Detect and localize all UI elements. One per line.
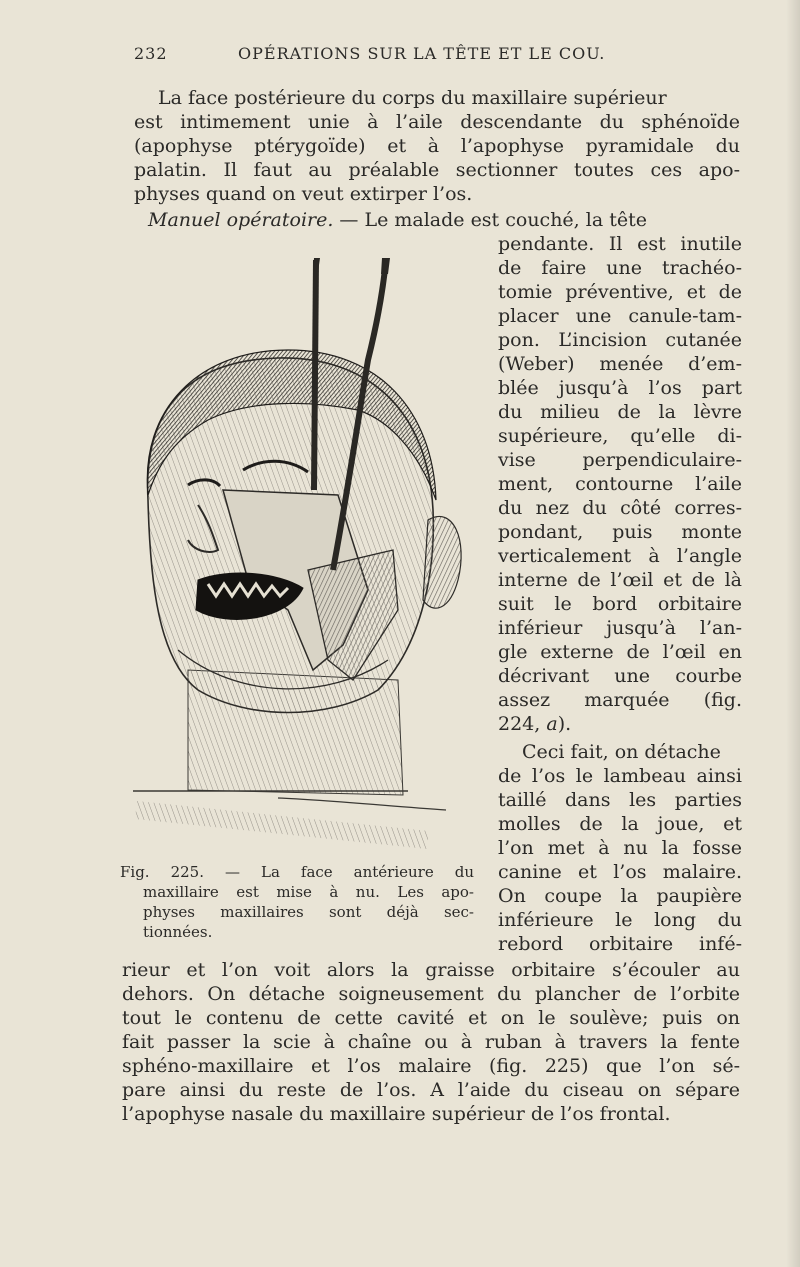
- text-line: sphéno-maxillaire et l’os malaire (fig. 225) que l’on sé-: [122, 1055, 740, 1077]
- figure-caption-line: Fig. 225. — La face antérieure du: [120, 863, 474, 881]
- page-header: [134, 44, 740, 70]
- text-line: fait passer la scie à chaîne ou à ruban à travers la fente: [122, 1031, 740, 1053]
- figure-225: [128, 250, 478, 855]
- column-line: pondant, puis monte: [498, 521, 742, 543]
- text-line: rieur et l’on voit alors la graisse orbitaire s’écouler au: [122, 959, 740, 981]
- column-line: molles de la joue, et: [498, 813, 742, 835]
- text-line: [148, 208, 647, 232]
- column-line: suit le bord orbitaire: [498, 593, 742, 615]
- text-line: physes quand on veut extirper l’os.: [134, 183, 473, 205]
- column-line: pon. L’incision cutanée: [498, 329, 742, 351]
- text-line: l’apophyse nasale du maxillaire supérieur de l’os frontal.: [122, 1103, 671, 1125]
- column-line: tomie préventive, et de: [498, 281, 742, 303]
- figure-reference-letter: a: [546, 713, 558, 735]
- column-line: canine et l’os malaire.: [498, 861, 742, 883]
- figure-caption-line: physes maxillaires sont déjà sec-: [143, 903, 474, 921]
- column-line: du nez du côté corres-: [498, 497, 742, 519]
- column-line: de faire une trachéo-: [498, 257, 742, 279]
- column-line: l’on met à nu la fosse: [498, 837, 742, 859]
- column-line: vise perpendiculaire-: [498, 449, 742, 471]
- column-line: blée jusqu’à l’os part: [498, 377, 742, 399]
- text-line: pare ainsi du reste de l’os. A l’aide du ciseau on sépare: [122, 1079, 740, 1101]
- column-line: assez marquée (fig.: [498, 689, 742, 711]
- text-line: palatin. Il faut au préalable sectionner toutes ces apo-: [134, 159, 740, 181]
- column-line: inférieur jusqu’à l’an-: [498, 617, 742, 639]
- column-line: rebord orbitaire infé-: [498, 933, 742, 955]
- column-line: verticalement à l’angle: [498, 545, 742, 567]
- column-line: gle externe de l’œil en: [498, 641, 742, 663]
- column-line: interne de l’œil et de là: [498, 569, 742, 591]
- text-span: 224,: [498, 713, 547, 735]
- surgical-illustration: [128, 250, 478, 855]
- column-line: On coupe la paupière: [498, 885, 742, 907]
- page-edge-shadow: [786, 0, 800, 1267]
- text-span: ).: [557, 713, 572, 735]
- figure-caption-line: tionnées.: [143, 923, 213, 941]
- column-line: inférieure le long du: [498, 909, 742, 931]
- column-line: ment, contourne l’aile: [498, 473, 742, 495]
- column-line: placer une canule-tam-: [498, 305, 742, 327]
- column-line: de l’os le lambeau ainsi: [498, 765, 742, 787]
- text-line: dehors. On détache soigneusement du plancher de l’orbite: [122, 983, 740, 1005]
- figure-caption-line: maxillaire est mise à nu. Les apo-: [143, 883, 474, 901]
- text-span: — Le malade est couché, la tête: [333, 209, 647, 231]
- text-line: La face postérieure du corps du maxillaire supérieur: [158, 87, 667, 109]
- column-line: décrivant une courbe: [498, 665, 742, 687]
- section-heading-italic: Manuel opératoire.: [148, 209, 334, 231]
- column-line: (Weber) menée d’em-: [498, 353, 742, 375]
- text-line: est intimement unie à l’aile descendante du sphénoïde: [134, 111, 740, 133]
- column-line: Ceci fait, on détache: [522, 741, 721, 763]
- column-line: taillé dans les parties: [498, 789, 742, 811]
- column-line: pendante. Il est inutile: [498, 233, 742, 255]
- column-line: [498, 712, 571, 736]
- text-line: tout le contenu de cette cavité et on le soulève; puis on: [122, 1007, 740, 1029]
- column-line: du milieu de la lèvre: [498, 401, 742, 423]
- running-head: OPÉRATIONS SUR LA TÊTE ET LE COU.: [238, 44, 606, 63]
- page-number: 232: [134, 44, 168, 63]
- text-line: (apophyse ptérygoïde) et à l’apophyse pyramidale du: [134, 135, 740, 157]
- column-line: supérieure, qu’elle di-: [498, 425, 742, 447]
